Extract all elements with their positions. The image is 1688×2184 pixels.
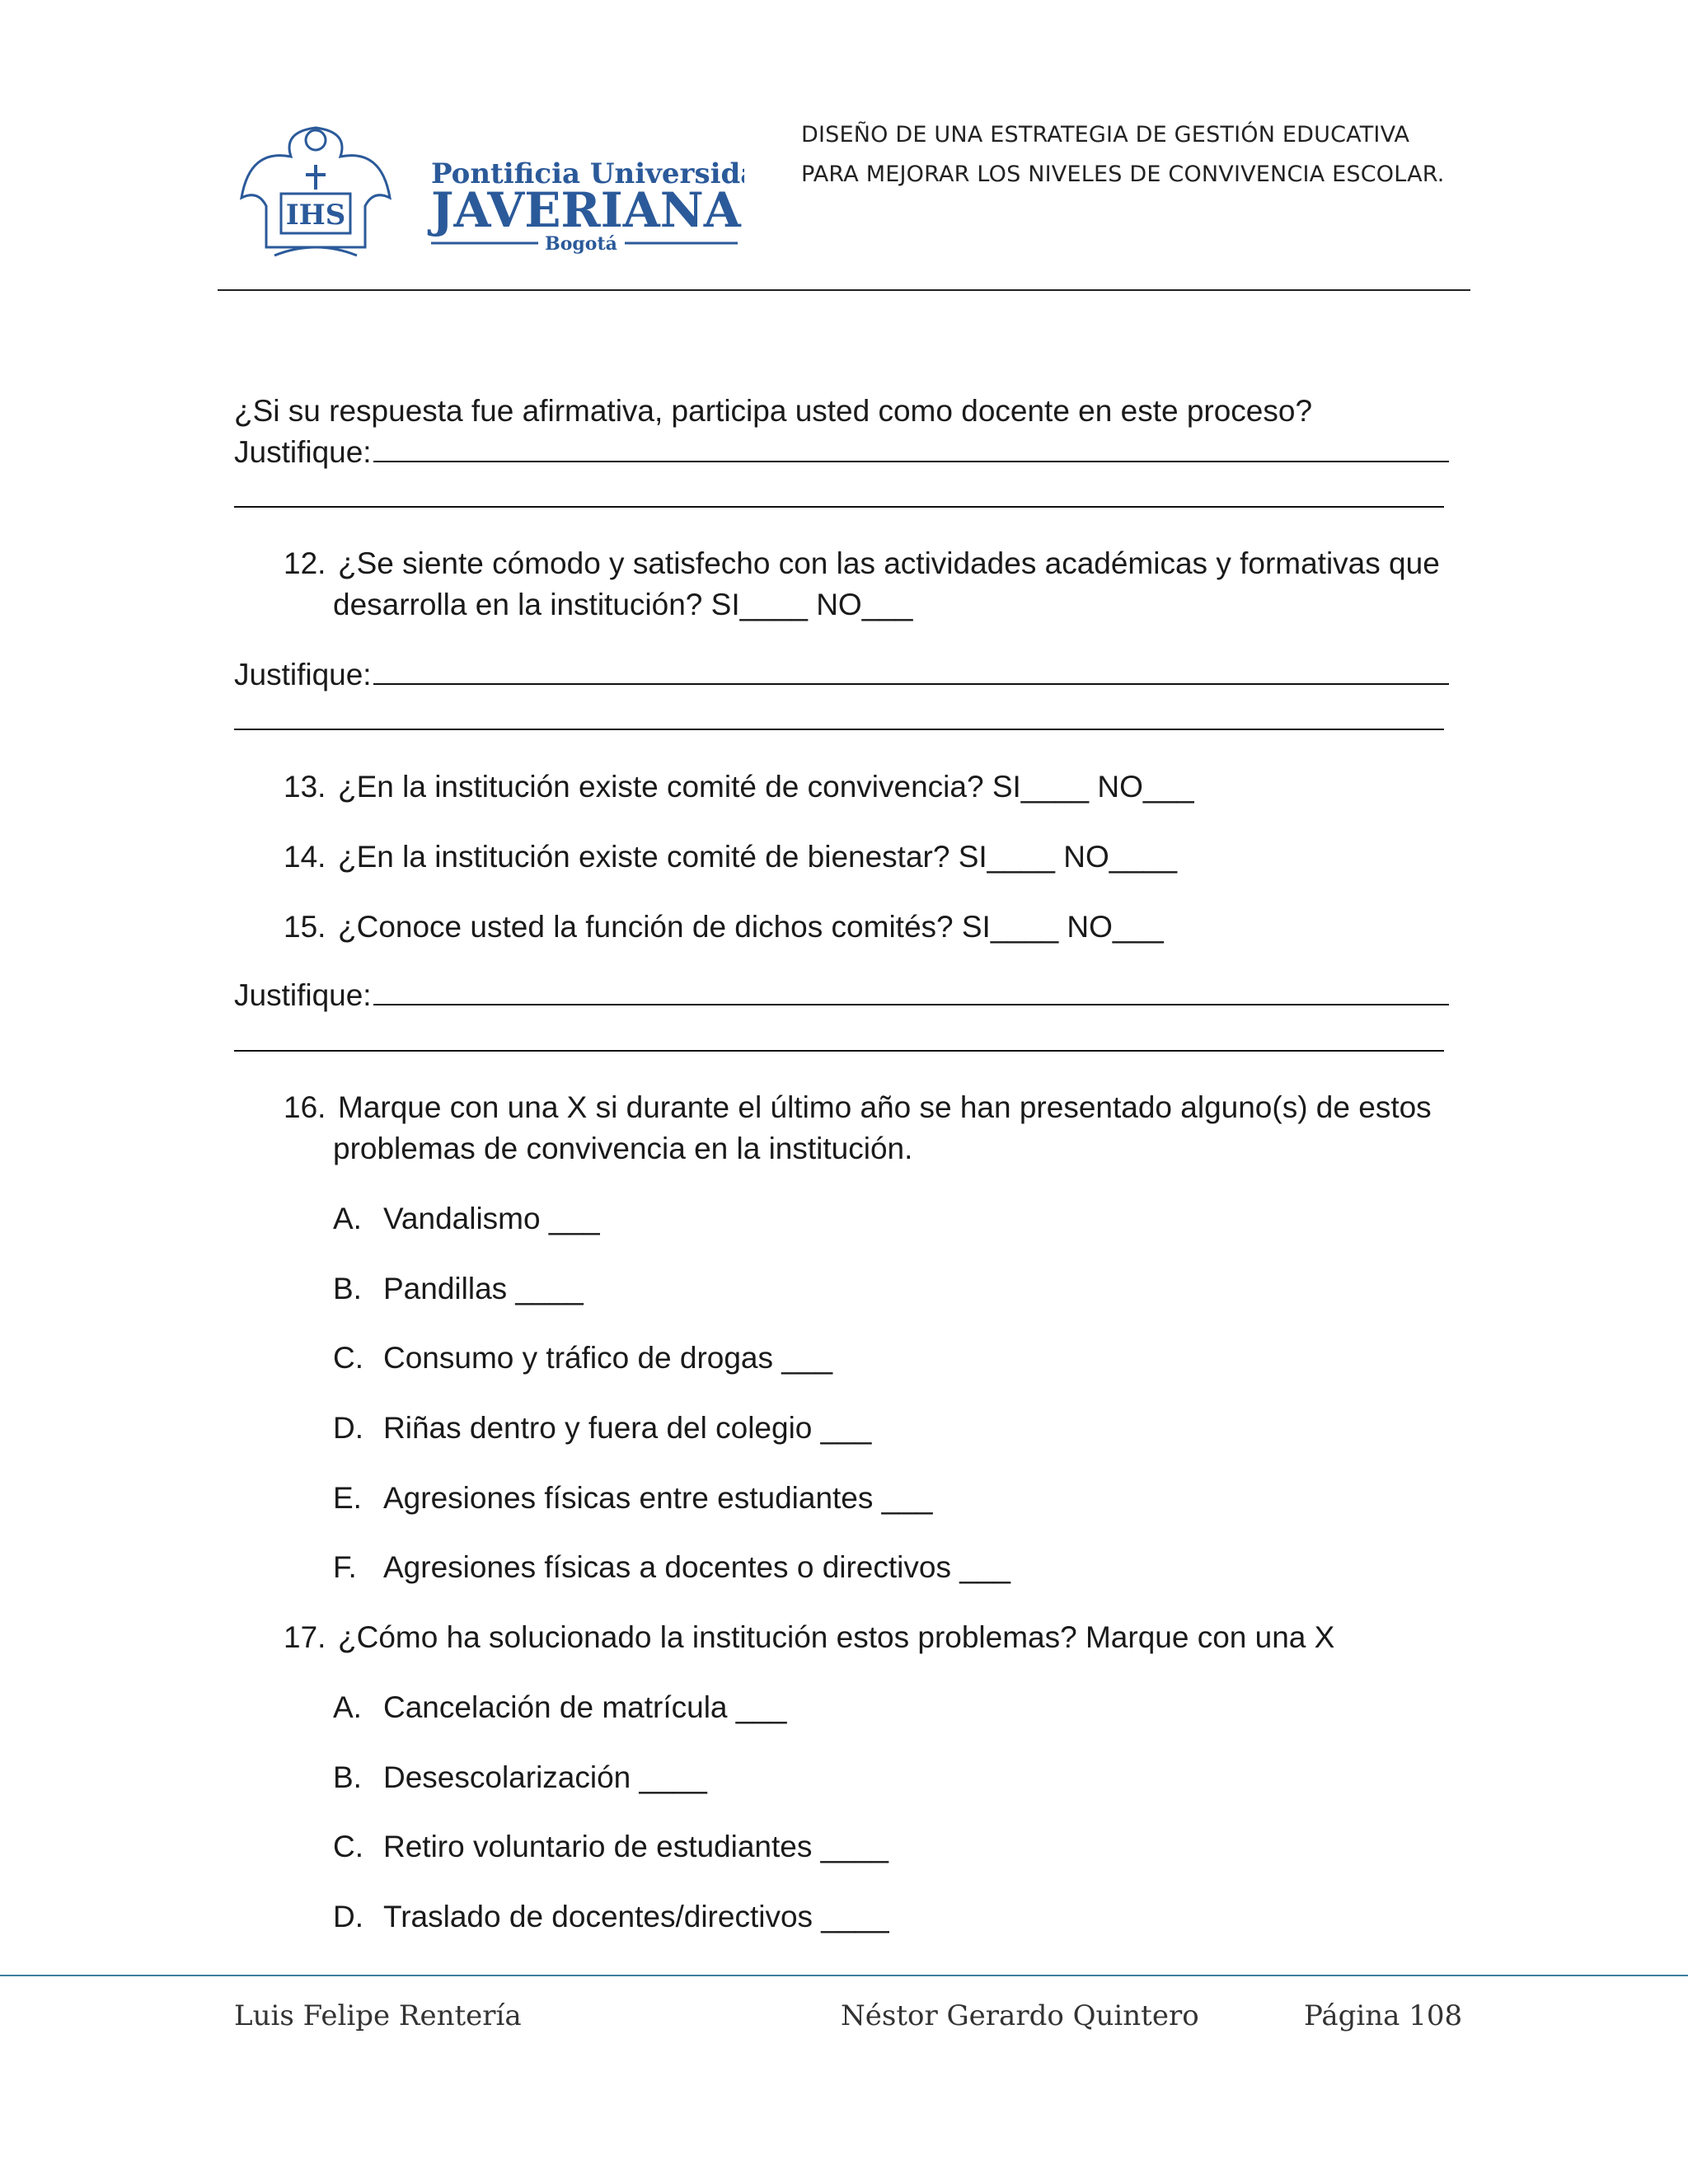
question-number: 12. <box>284 546 326 580</box>
option-text: Desescolarización ____ <box>383 1760 707 1794</box>
header-title-line2: PARA MEJORAR LOS NIVELES DE CONVIVENCIA ESCOLAR. <box>801 162 1445 187</box>
option-item[interactable] <box>333 1897 889 1937</box>
option-item[interactable] <box>333 1408 871 1448</box>
svg-text:IHS: IHS <box>285 199 346 232</box>
justify-label: Justifique: <box>234 435 372 469</box>
option-letter: C. <box>333 1341 363 1375</box>
footer-author-1: Luis Felipe Rentería <box>234 1999 522 2032</box>
justify-answer-field[interactable] <box>373 433 1449 462</box>
option-text: Traslado de docentes/directivos ____ <box>383 1900 889 1933</box>
question-17 <box>284 1618 1334 1657</box>
justify-line-2 <box>234 655 1449 695</box>
option-item[interactable] <box>333 1688 787 1727</box>
option-item[interactable] <box>333 1827 889 1867</box>
option-letter: C. <box>333 1830 363 1863</box>
javeriana-crest-icon <box>233 115 744 262</box>
footer-divider <box>0 1975 1688 1976</box>
justify-answer-field[interactable] <box>373 655 1449 685</box>
question-number: 15. <box>284 910 326 944</box>
question-number: 17. <box>284 1620 326 1654</box>
question-number: 13. <box>284 770 326 804</box>
justify-label: Justifique: <box>234 978 372 1012</box>
justify-extra-line[interactable] <box>234 506 1444 508</box>
footer-author-2: Néstor Gerardo Quintero <box>841 1999 1199 2032</box>
document-header-title <box>801 115 1445 194</box>
option-letter: B. <box>333 1272 362 1305</box>
question-number: 14. <box>284 840 326 874</box>
option-letter: A. <box>333 1202 362 1235</box>
question-13-text: ¿En la institución existe comité de convivencia? SI____ NO___ <box>338 770 1194 804</box>
option-item[interactable] <box>333 1199 600 1239</box>
justify-line-3 <box>234 976 1449 1015</box>
question-14-text: ¿En la institución existe comité de bienestar? SI____ NO____ <box>338 840 1178 874</box>
option-letter: A. <box>333 1690 362 1724</box>
option-letter: D. <box>333 1900 363 1933</box>
option-text: Consumo y tráfico de drogas ___ <box>383 1341 833 1375</box>
question-15-text: ¿Conoce usted la función de dichos comités? SI____ NO___ <box>338 910 1164 944</box>
question-14 <box>284 837 1177 877</box>
question-12 <box>284 544 1440 583</box>
question-13 <box>284 767 1194 807</box>
option-item[interactable] <box>333 1758 707 1797</box>
question-16 <box>284 1088 1432 1127</box>
option-item[interactable] <box>333 1479 932 1518</box>
justify-answer-field[interactable] <box>373 976 1449 1005</box>
justify-label: Justifique: <box>234 658 372 691</box>
page-number: Página 108 <box>1304 1999 1463 2032</box>
question-16-line2: problemas de convivencia en la institución. <box>333 1132 913 1165</box>
header-divider <box>218 289 1470 291</box>
justify-line-1 <box>234 433 1449 472</box>
option-item[interactable] <box>333 1269 584 1309</box>
justify-extra-line[interactable] <box>234 729 1444 730</box>
option-text: Cancelación de matrícula ___ <box>383 1690 787 1724</box>
header-title-line1: DISEÑO DE UNA ESTRATEGIA DE GESTIÓN EDUCATIVA <box>801 122 1410 148</box>
university-logo <box>233 115 744 262</box>
option-text: Vandalismo ___ <box>383 1202 600 1235</box>
question-12-line1: ¿Se siente cómodo y satisfecho con las actividades académicas y formativas que <box>338 546 1440 580</box>
question-15 <box>284 907 1164 947</box>
question-number: 16. <box>284 1090 326 1124</box>
option-letter: F. <box>333 1550 357 1584</box>
logo-university-line2: JAVERIANA <box>431 182 741 238</box>
question-12-line2: desarrolla en la institución? SI____ NO___ <box>333 588 913 621</box>
logo-city: Bogotá <box>545 233 617 255</box>
option-letter: D. <box>333 1411 363 1445</box>
question-16-line1: Marque con una X si durante el último año se han presentado alguno(s) de estos <box>338 1090 1432 1124</box>
option-item[interactable] <box>333 1338 832 1378</box>
option-letter: B. <box>333 1760 362 1794</box>
option-text: Agresiones físicas entre estudiantes ___ <box>383 1481 933 1515</box>
option-text: Riñas dentro y fuera del colegio ___ <box>383 1411 872 1445</box>
logo-university-line1: Pontificia Universidad <box>431 157 744 190</box>
option-text: Retiro voluntario de estudiantes ____ <box>383 1830 889 1863</box>
option-text: Pandillas ____ <box>383 1272 584 1305</box>
option-item[interactable] <box>333 1548 1010 1587</box>
intro-question: ¿Si su respuesta fue afirmativa, participa usted como docente en este proceso? <box>234 394 1313 428</box>
justify-extra-line[interactable] <box>234 1050 1444 1052</box>
option-letter: E. <box>333 1481 362 1515</box>
option-text: Agresiones físicas a docentes o directivos ___ <box>383 1550 1010 1584</box>
question-17-text: ¿Cómo ha solucionado la institución estos problemas? Marque con una X <box>338 1620 1335 1654</box>
